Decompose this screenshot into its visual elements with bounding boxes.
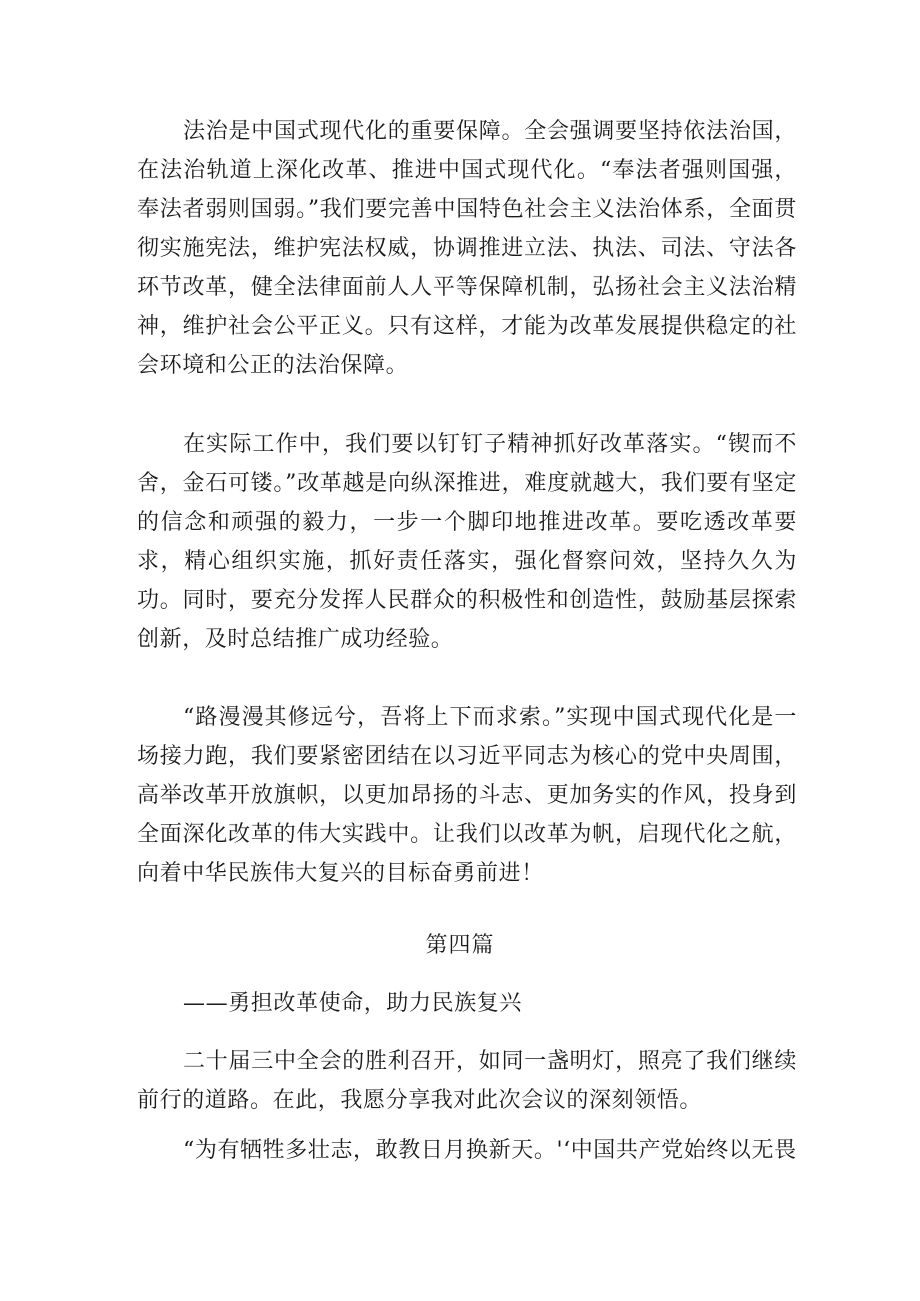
paragraph-conclusion: “路漫漫其修远兮，吾将上下而求索。”实现中国式现代化是一场接力跑，我们要紧密团结在以习近平同志为核心的党中央周围，高举改革开放旗帜，以更加昂扬的斗志、更加务实的作风，投身到全面深化改革的伟大实践中。让我们以改革为帆，启现代化之航，向着中华民族伟大复兴的目标奋勇前进！	[137, 705, 797, 886]
paragraph-implementation: 在实际工作中，我们要以钉钉子精神抓好改革落实。“锲而不舍，金石可镂。”改革越是向纵深推进，难度就越大，我们要有坚定的信念和顽强的毅力，一步一个脚印地推进改革。要吃透改革要求，精心组织实施，抓好责任落实，强化督察问效，坚持久久为功。同时，要充分发挥人民群众的积极性和创造性，鼓励基层探索创新，及时总结推广成功经验。	[137, 432, 797, 652]
section-subtitle: ——勇担改革使命，助力民族复兴	[183, 991, 523, 1016]
paragraph-quote: “为有牺牲多壮志，敢教日月换新天。'‘中国共产党始终以无畏	[183, 1138, 797, 1163]
paragraph-rule-of-law: 法治是中国式现代化的重要保障。全会强调要坚持依法治国，在法治轨道上深化改革、推进中国式现代化。“奉法者强则国强，奉法者弱则国弱。”我们要完善中国特色社会主义法治体系，全面贯彻实施宪法，维护宪法权威，协调推进立法、执法、司法、守法各环节改革，健全法律面前人人平等保障机制，弘扬社会主义法治精神，维护社会公平正义。只有这样，才能为改革发展提供稳定的社会环境和公正的法治保障。	[137, 119, 797, 378]
section-title: 第四篇	[425, 933, 495, 958]
paragraph-opening: 二十届三中全会的胜利召开，如同一盏明灯，照亮了我们继续前行的道路。在此，我愿分享我对此次会议的深刻领悟。	[137, 1049, 797, 1113]
